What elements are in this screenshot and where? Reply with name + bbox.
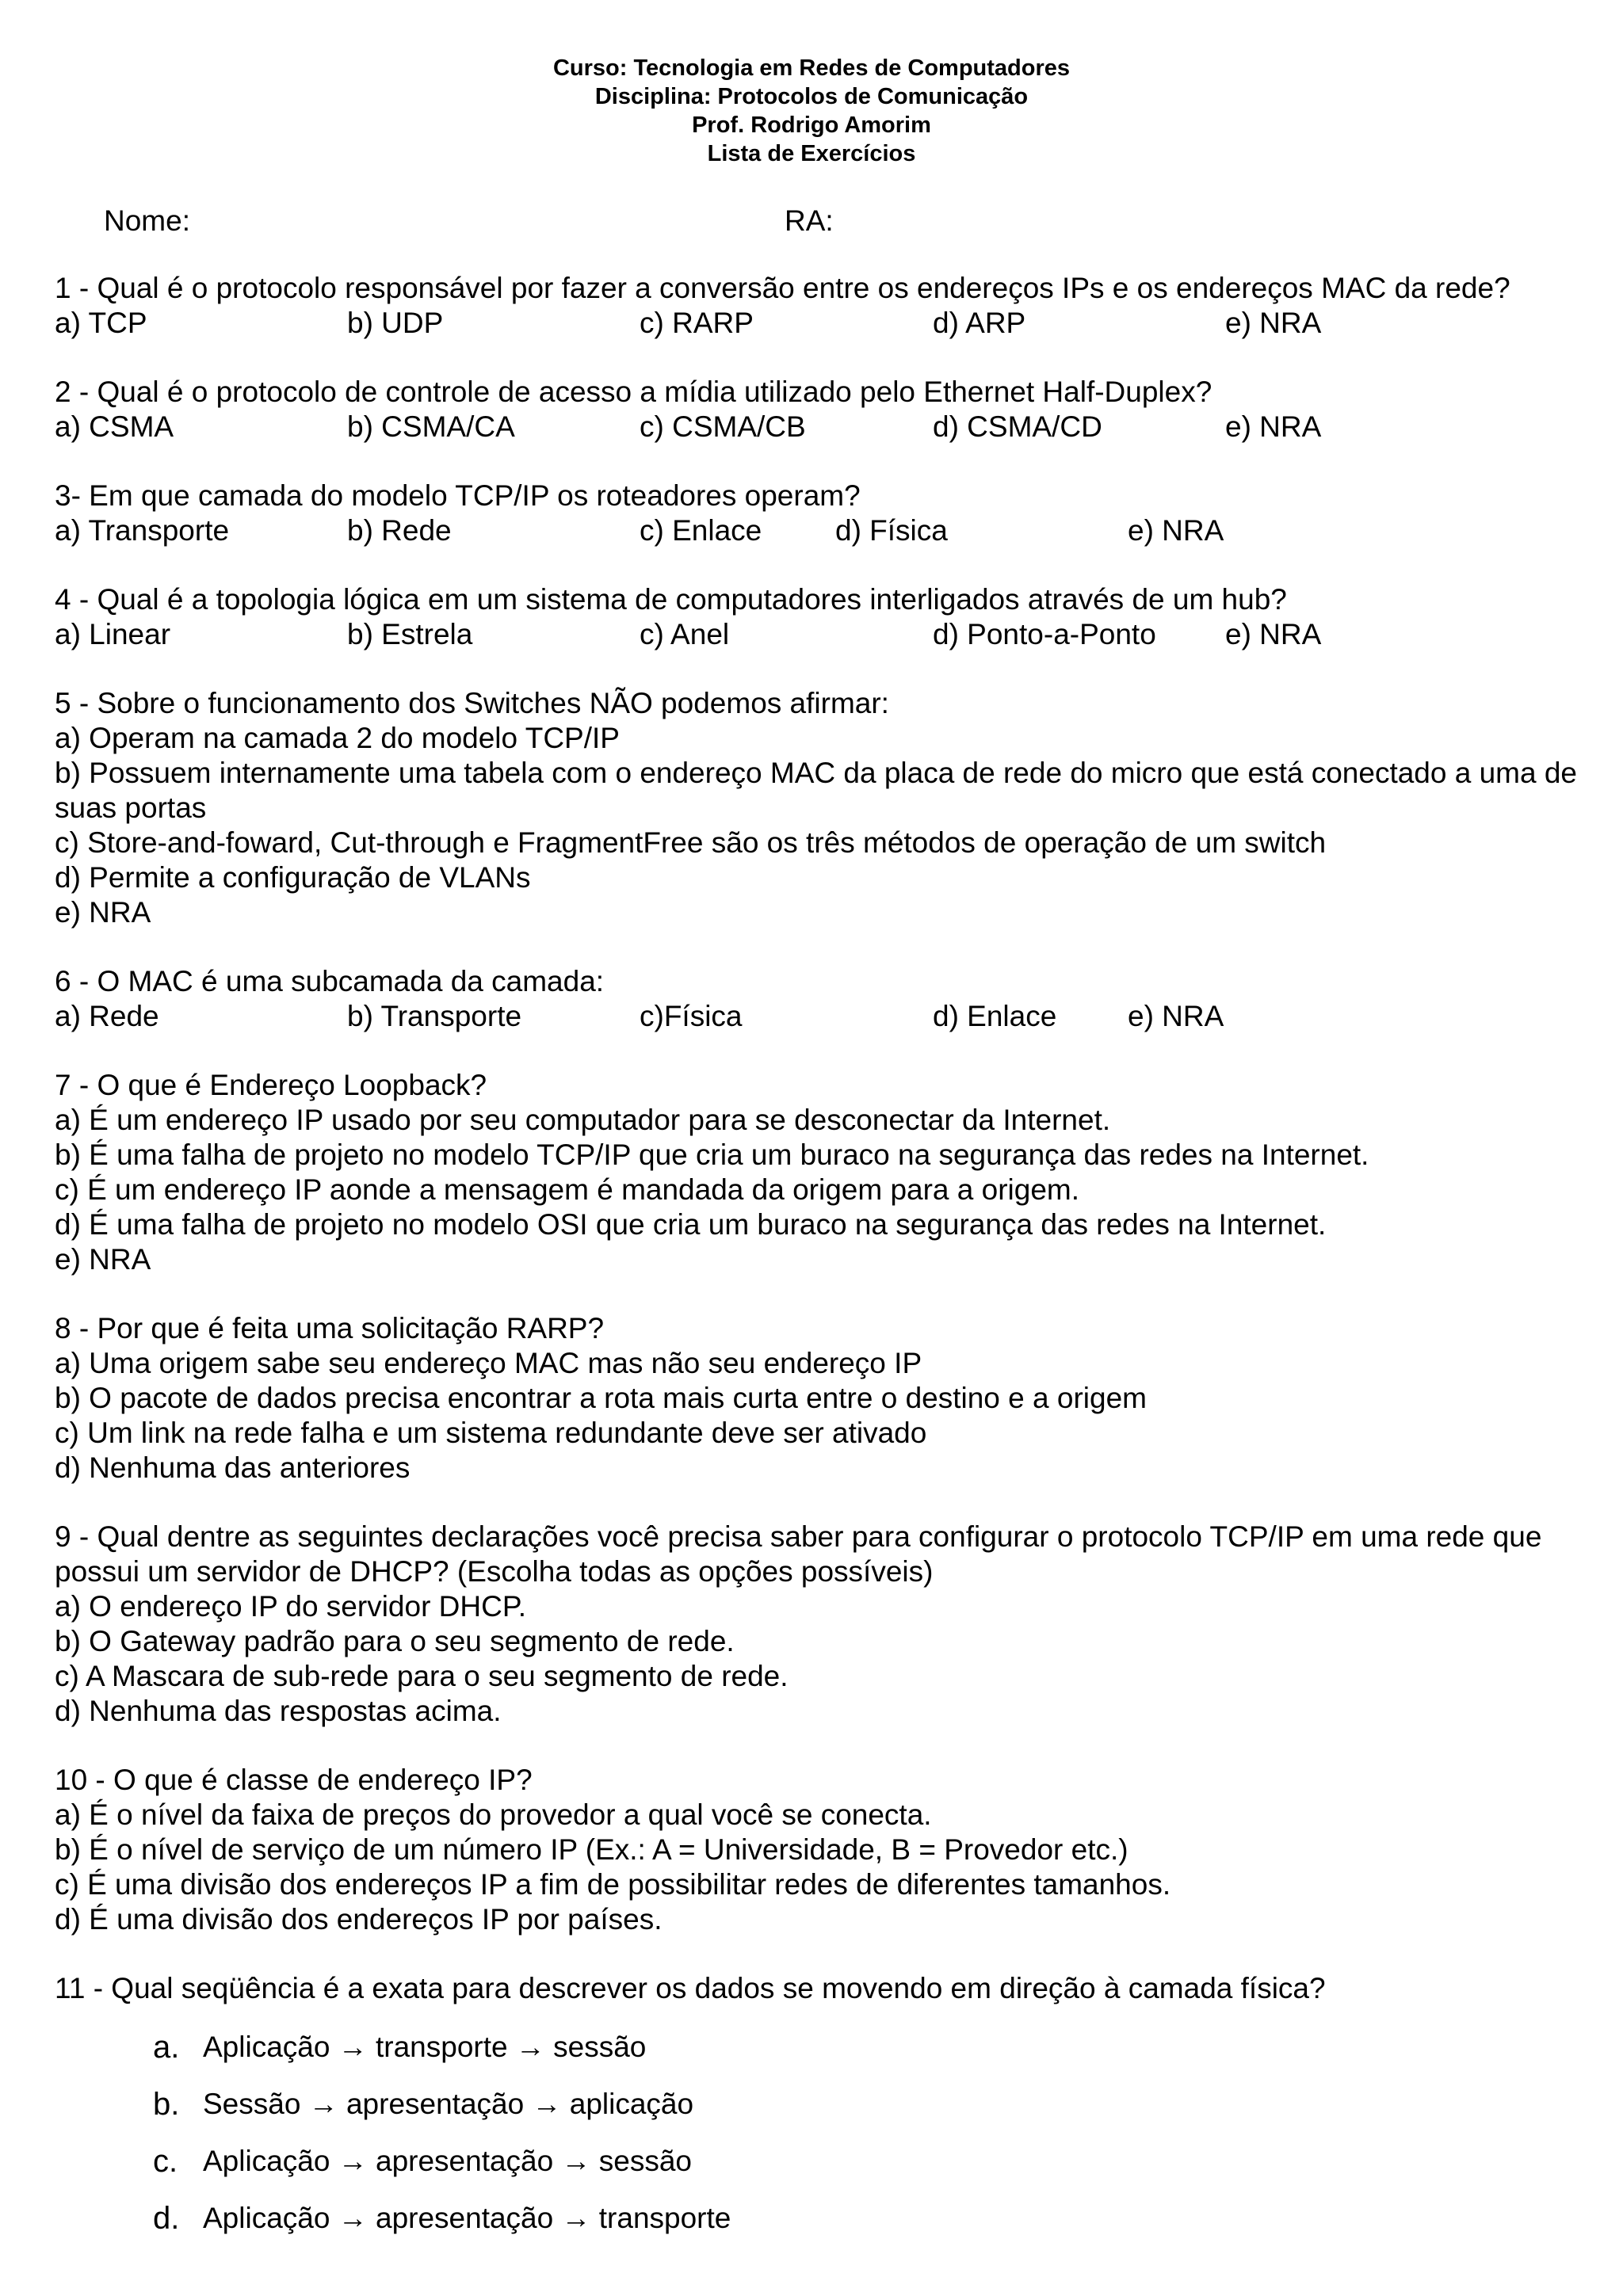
student-fields: [0, 204, 1623, 241]
options-row: [55, 513, 1584, 548]
question-3: [55, 479, 1584, 548]
question-9: [55, 1520, 1584, 1729]
question-2: [55, 375, 1584, 444]
option: b) UDP: [347, 307, 444, 339]
option: a) É o nível da faixa de preços do provedor a qual você se conecta.: [55, 1798, 932, 1831]
option: c) É uma divisão dos endereços IP a fim de possibilitar redes de diferentes tamanhos.: [55, 1868, 1171, 1901]
option: c) CSMA/CB: [640, 410, 806, 443]
question-list: [55, 271, 1584, 2281]
option: d) Nenhuma das anteriores: [55, 1451, 411, 1484]
option: d) Nenhuma das respostas acima.: [55, 1695, 502, 1727]
name-label: Nome:: [104, 204, 190, 237]
question-8: [55, 1311, 1584, 1486]
question-4: [55, 582, 1584, 652]
question-text: 6 - O MAC é uma subcamada da camada:: [55, 965, 605, 997]
option: b) Transporte: [347, 1000, 522, 1032]
option-letter: a.: [153, 2030, 180, 2065]
option: b) É o nível de serviço de um número IP (Ex.: A = Universidade, B = Provedor etc.): [55, 1833, 1128, 1866]
option-text: Aplicação → apresentação → sessão: [203, 2145, 693, 2177]
option: e) NRA: [55, 896, 151, 929]
document-header: [0, 54, 1623, 168]
option: e) NRA: [1225, 618, 1322, 650]
option: c)Física: [640, 1000, 743, 1032]
option: c) Enlace: [640, 514, 762, 547]
option: a) Linear: [55, 618, 171, 650]
option: c) Um link na rede falha e um sistema redundante deve ser ativado: [55, 1417, 927, 1449]
question-text: 5 - Sobre o funcionamento dos Switches NÃO podemos afirmar:: [55, 687, 889, 719]
ra-label: RA:: [785, 204, 834, 237]
option: b) O Gateway padrão para o seu segmento de rede.: [55, 1625, 735, 1657]
option: e) NRA: [1225, 410, 1322, 443]
option-letter: b.: [153, 2087, 180, 2122]
options-row: [55, 410, 1584, 444]
option: d) É uma falha de projeto no modelo OSI que cria um buraco na segurança das redes na Internet.: [55, 1208, 1327, 1241]
question-text: 9 - Qual dentre as seguintes declarações você precisa saber para configurar o protocolo TCP/IP em uma rede que possui um servidor de DHCP? (Escolha todas as opções possíveis): [55, 1520, 1542, 1588]
option-text: Aplicação → transporte → sessão: [203, 2031, 647, 2063]
options-row: [55, 306, 1584, 341]
option: a) O endereço IP do servidor DHCP.: [55, 1590, 527, 1623]
question-5: [55, 686, 1584, 930]
option: a) É um endereço IP usado por seu computador para se desconectar da Internet.: [55, 1104, 1111, 1136]
option: c) É um endereço IP aonde a mensagem é mandada da origem para a origem.: [55, 1173, 1080, 1206]
option: a) Transporte: [55, 514, 230, 547]
option: a) TCP: [55, 307, 147, 339]
discipline-title: Disciplina: Protocolos de Comunicação: [594, 84, 1029, 109]
option: c) Store-and-foward, Cut-through e FragmentFree são os três métodos de operação de um switch: [55, 826, 1327, 859]
question-text: 7 - O que é Endereço Loopback?: [55, 1069, 487, 1101]
question-text: 2 - Qual é o protocolo de controle de acesso a mídia utilizado pelo Ethernet Half-Duplex?: [55, 376, 1212, 408]
option: b) Possuem internamente uma tabela com o endereço MAC da placa de rede do micro que está conectado a uma de suas portas: [55, 757, 1578, 824]
option: a) Operam na camada 2 do modelo TCP/IP: [55, 722, 620, 754]
question-7: [55, 1068, 1584, 1277]
question-11: [55, 1971, 1584, 2247]
option: e) NRA: [55, 1243, 151, 1276]
option: e) NRA: [1128, 1000, 1224, 1032]
option: b) Rede: [347, 514, 452, 547]
option: d) Ponto-a-Ponto: [933, 618, 1156, 650]
list-title: Lista de Exercícios: [707, 141, 916, 166]
option: e) NRA: [1128, 514, 1224, 547]
option: b) Estrela: [347, 618, 473, 650]
option-text: Sessão → apresentação → aplicação: [203, 2088, 694, 2120]
option: d) Permite a configuração de VLANs: [55, 861, 531, 894]
option: d) ARP: [933, 307, 1026, 339]
option: a) Rede: [55, 1000, 159, 1032]
option: b) CSMA/CA: [347, 410, 515, 443]
option: c) RARP: [640, 307, 754, 339]
question-text: 4 - Qual é a topologia lógica em um sistema de computadores interligados através de um hub?: [55, 583, 1287, 616]
question-text: 8 - Por que é feita uma solicitação RARP?: [55, 1312, 605, 1344]
options-row: [55, 617, 1584, 652]
option-letter: d.: [153, 2201, 180, 2236]
option: a) CSMA: [55, 410, 174, 443]
professor-name: Prof. Rodrigo Amorim: [692, 113, 931, 138]
question-1: [55, 271, 1584, 341]
option: a) Uma origem sabe seu endereço MAC mas não seu endereço IP: [55, 1347, 922, 1379]
option: b) É uma falha de projeto no modelo TCP/IP que cria um buraco na segurança das redes na Internet.: [55, 1138, 1369, 1171]
options-row: [55, 999, 1584, 1034]
question-6: [55, 964, 1584, 1034]
option: d) É uma divisão dos endereços IP por países.: [55, 1903, 663, 1936]
option: [153, 2190, 1584, 2247]
question-text: 10 - O que é classe de endereço IP?: [55, 1764, 533, 1796]
question-text: 11 - Qual seqüência é a exata para descrever os dados se movendo em direção à camada física?: [55, 1972, 1326, 2004]
option-letter: c.: [153, 2144, 178, 2179]
option: c) A Mascara de sub-rede para o seu segmento de rede.: [55, 1660, 789, 1692]
option: [153, 2076, 1584, 2133]
course-title: Curso: Tecnologia em Redes de Computadores: [552, 55, 1071, 81]
option: [153, 2019, 1584, 2076]
option: d) Física: [835, 514, 948, 547]
option: e) NRA: [1225, 307, 1322, 339]
option: d) Enlace: [933, 1000, 1057, 1032]
option: d) CSMA/CD: [933, 410, 1102, 443]
option-text: Aplicação → apresentação → transporte: [203, 2202, 731, 2234]
question-text: 1 - Qual é o protocolo responsável por fazer a conversão entre os endereços IPs e os endereços MAC da rede?: [55, 272, 1510, 304]
option: c) Anel: [640, 618, 730, 650]
option: b) O pacote de dados precisa encontrar a rota mais curta entre o destino e a origem: [55, 1382, 1147, 1414]
ordered-options: [55, 2019, 1584, 2247]
question-10: [55, 1763, 1584, 1937]
question-text: 3- Em que camada do modelo TCP/IP os roteadores operam?: [55, 479, 861, 512]
option: [153, 2133, 1584, 2190]
